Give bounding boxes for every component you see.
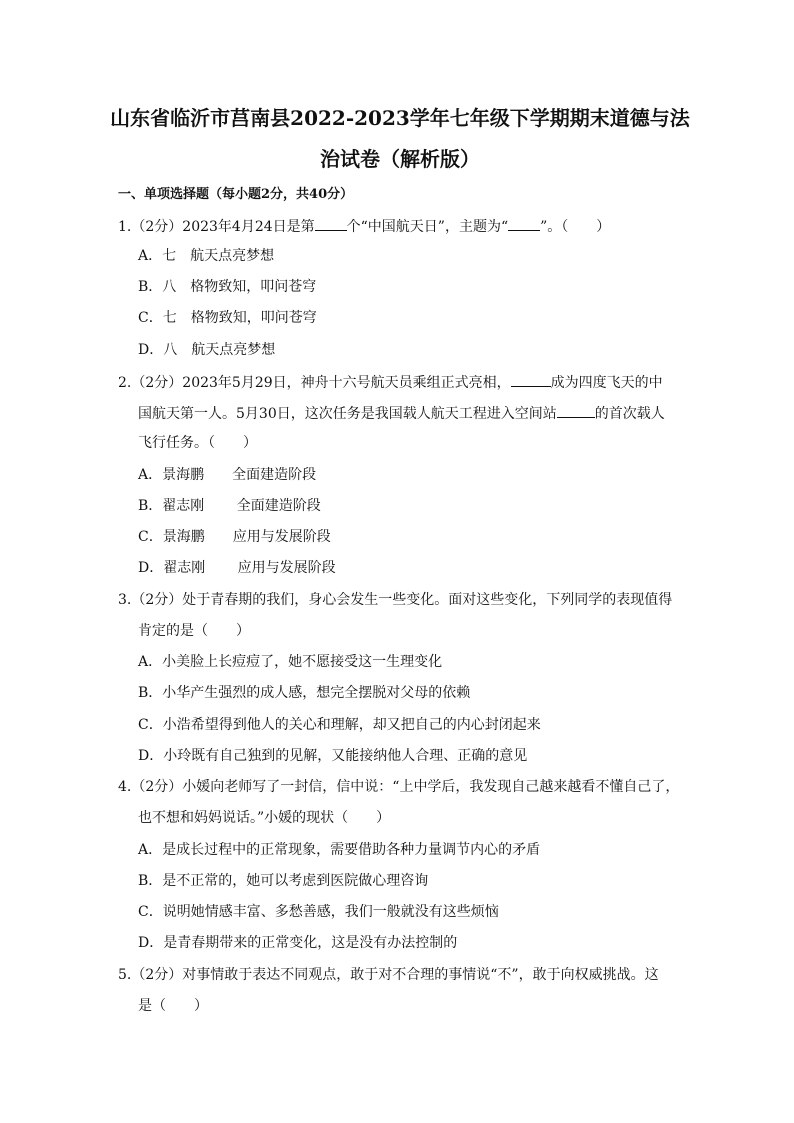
option-1d [138, 343, 275, 358]
question-score: （2分） [131, 779, 183, 795]
answer-blank [315, 218, 347, 231]
exam-title-line-2: 治试卷（解析版） [320, 147, 480, 171]
option-text: 景海鹏 应用与发展阶段 [162, 529, 331, 545]
question-score: （2分） [131, 967, 183, 983]
option-text: 翟志刚 应用与发展阶段 [163, 560, 336, 576]
option-letter: A． [138, 248, 163, 264]
option-text: 翟志刚 全面建造阶段 [162, 498, 321, 514]
question-2 [118, 374, 663, 391]
option-1b [138, 280, 316, 295]
question-score: （2分） [131, 592, 183, 608]
option-letter: B． [138, 498, 163, 514]
question-number: 4. [118, 779, 132, 795]
question-text: 处于青春期的我们，身心会发生一些变化。面对这些变化，下列同学的表现值得 [182, 592, 673, 608]
option-text: 小美脸上长痘痘了，她不愿接受这一生理变化 [162, 654, 443, 670]
option-4c [138, 905, 499, 920]
option-letter: B． [138, 279, 163, 295]
option-letter: D． [138, 935, 164, 951]
question-3 [118, 593, 672, 608]
option-1c [138, 311, 317, 326]
option-letter: D． [138, 560, 164, 576]
question-score: （2分） [131, 375, 183, 391]
option-text: 说明她情感丰富、多愁善感，我们一般就没有这些烦恼 [162, 904, 499, 920]
option-4b [138, 874, 428, 889]
option-letter: A． [138, 842, 163, 858]
option-letter: B． [138, 685, 163, 701]
option-text: 八 航天点亮梦想 [163, 342, 276, 358]
option-letter: A． [138, 467, 163, 483]
answer-blank [511, 374, 551, 387]
answer-blank [557, 405, 595, 418]
option-letter: D． [138, 748, 164, 764]
question-text: 国航天第一人。5月30日，这次任务是我国载人航天工程进入空间站 [138, 406, 557, 422]
question-3-continued: 肯定的是（ ） [138, 623, 250, 639]
option-3b [138, 686, 470, 701]
question-score: （2分） [131, 219, 183, 235]
question-4-continued: 也不想和妈妈说话。”小媛的现状（ ） [138, 810, 391, 826]
option-letter: C． [138, 310, 163, 326]
option-2c [138, 530, 331, 545]
answer-blank [508, 218, 540, 231]
question-2-continued: 飞行任务。（ ） [138, 435, 257, 451]
option-2a [138, 468, 316, 483]
question-text: 的首次载人 [594, 406, 665, 422]
section-heading: 一、单项选择题（每小题2分，共40分） [118, 187, 354, 202]
question-text: 小媛向老师写了一封信，信中说：“上中学后，我发现自己越来越看不懂自己了， [182, 779, 680, 795]
option-letter: A． [138, 654, 163, 670]
question-text: 2023年4月24日是第 [182, 219, 315, 235]
option-text: 是青春期带来的正常变化，这是没有办法控制的 [163, 935, 458, 951]
question-2-continued [138, 405, 665, 422]
option-text: 景海鹏 全面建造阶段 [162, 467, 317, 483]
option-3a [138, 655, 442, 670]
option-1a [138, 249, 274, 264]
option-letter: B． [138, 873, 163, 889]
question-5-continued: 是（ ） [138, 998, 208, 1014]
option-text: 小华产生强烈的成人感，想完全摆脱对父母的依赖 [162, 685, 471, 701]
option-letter: D． [138, 342, 164, 358]
question-4 [118, 780, 679, 795]
question-number: 2. [118, 375, 132, 391]
question-text: ”。（ ） [540, 219, 611, 235]
option-letter: C． [138, 529, 163, 545]
exam-title-line-1: 山东省临沂市莒南县2022-2023学年七年级下学期期末道德与法 [110, 106, 690, 130]
option-text: 七 格物致知，叩问苍穹 [162, 310, 317, 326]
option-4d [138, 936, 457, 951]
question-text: 2023年5月29日，神舟十六号航天员乘组正式亮相， [182, 375, 511, 391]
option-letter: C． [138, 904, 163, 920]
question-text: 对事情敢于表达不同观点，敢于对不合理的事情说“不”，敢于向权威挑战。这 [182, 967, 659, 983]
question-text: 个“中国航天日”，主题为“ [346, 219, 509, 235]
option-2b [138, 499, 321, 514]
question-text: 成为四度飞天的中 [550, 375, 663, 391]
option-text: 七 航天点亮梦想 [162, 248, 275, 264]
option-text: 小玲既有自己独到的见解，又能接纳他人合理、正确的意见 [163, 748, 528, 764]
question-1 [118, 218, 610, 235]
option-letter: C． [138, 717, 163, 733]
option-3c [138, 718, 541, 733]
question-number: 1. [118, 219, 132, 235]
question-5 [118, 968, 659, 983]
option-text: 八 格物致知，叩问苍穹 [162, 279, 317, 295]
option-text: 是不正常的，她可以考虑到医院做心理咨询 [162, 873, 429, 889]
option-2d [138, 561, 336, 576]
question-number: 3. [118, 592, 132, 608]
question-number: 5. [118, 967, 132, 983]
option-3d [138, 749, 527, 764]
option-text: 小浩希望得到他人的关心和理解，却又把自己的内心封闭起来 [162, 717, 541, 733]
option-text: 是成长过程中的正常现象，需要借助各种力量调节内心的矛盾 [162, 842, 541, 858]
option-4a [138, 843, 540, 858]
